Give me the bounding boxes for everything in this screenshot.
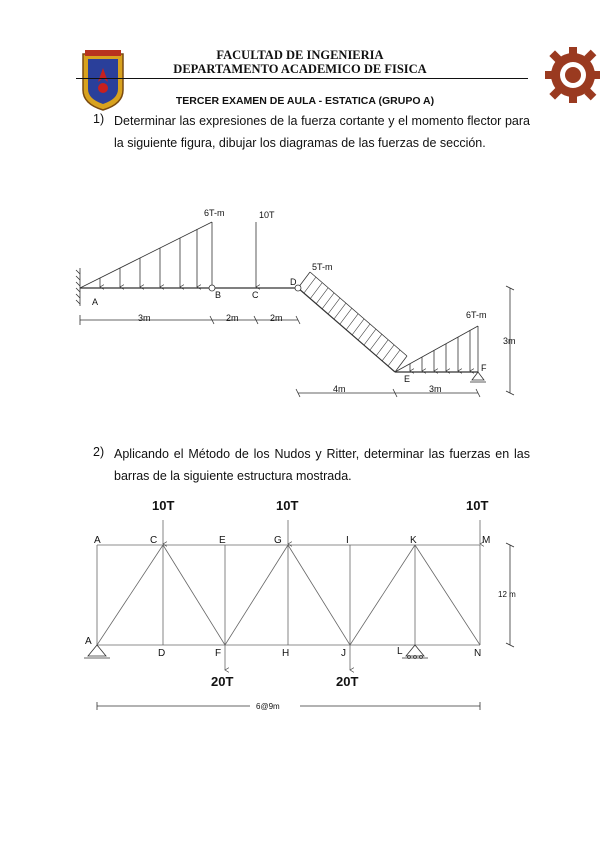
- bottom-node-d: D: [158, 648, 166, 659]
- university-crest-logo: [80, 48, 126, 112]
- point-load-label: 10T: [259, 210, 275, 220]
- top-node-c: C: [150, 535, 158, 546]
- bottom-load-2: 20T: [336, 674, 359, 689]
- node-b-label: B: [215, 290, 222, 300]
- dim-3m-label: 3m: [138, 313, 151, 323]
- question-2-text: Aplicando el Método de los Nudos y Ritter, determinar las fuerzas en las barras de la siguiente estructura mostrada.: [114, 447, 530, 483]
- dim-2m-label-2: 2m: [270, 313, 283, 323]
- bottom-node-h: H: [282, 648, 290, 659]
- question-1-number: 1): [93, 112, 105, 126]
- top-load-2: 10T: [276, 498, 299, 513]
- bottom-node-j: J: [341, 648, 346, 659]
- node-c-label: C: [252, 290, 259, 300]
- node-a-label: A: [92, 297, 99, 307]
- question-1-text: Determinar las expresiones de la fuerza cortante y el momento flector para la siguiente figura, dibujar los diagramas de las fuerzas de sección.: [114, 114, 530, 150]
- load-left-label: 6T-m: [204, 208, 225, 218]
- dim-3m-label-2: 3m: [429, 384, 442, 394]
- top-node-i: I: [346, 535, 349, 546]
- faculty-name: FACULTAD DE INGENIERIA: [216, 48, 384, 62]
- truss-span-label: 6@9m: [256, 702, 280, 711]
- dim-4m-label: 4m: [333, 384, 346, 394]
- inclined-load-label: 5T-m: [312, 262, 333, 272]
- department-name: DEPARTAMENTO ACADEMICO DE FISICA: [173, 62, 427, 76]
- top-load-3: 10T: [466, 498, 489, 513]
- exam-title: TERCER EXAMEN DE AULA - ESTATICA (GRUPO A): [175, 95, 435, 107]
- top-load-1: 10T: [152, 498, 175, 513]
- node-e-label: E: [404, 374, 411, 384]
- beam-diagram: [0, 200, 600, 410]
- top-node-k: K: [410, 535, 417, 546]
- top-node-m: M: [482, 535, 491, 546]
- bottom-node-n: N: [474, 648, 482, 659]
- bottom-node-f: F: [215, 648, 222, 659]
- header-rule: [76, 78, 528, 79]
- dim-height-label: 3m: [503, 336, 516, 346]
- top-node-e: E: [219, 535, 226, 546]
- bottom-load-1: 20T: [211, 674, 234, 689]
- load-right-label: 6T-m: [466, 310, 487, 320]
- top-node-a: A: [94, 535, 101, 546]
- node-d-label: D: [290, 277, 297, 287]
- top-node-g: G: [274, 535, 282, 546]
- bottom-node-a: A: [85, 636, 92, 647]
- truss-diagram: [0, 490, 600, 720]
- question-2-number: 2): [93, 445, 105, 459]
- bottom-node-l: L: [397, 646, 403, 657]
- truss-height-label: 12 m: [498, 590, 516, 599]
- node-f-label: F: [481, 363, 487, 373]
- engineering-gear-logo: [543, 42, 600, 108]
- dim-2m-label-1: 2m: [226, 313, 239, 323]
